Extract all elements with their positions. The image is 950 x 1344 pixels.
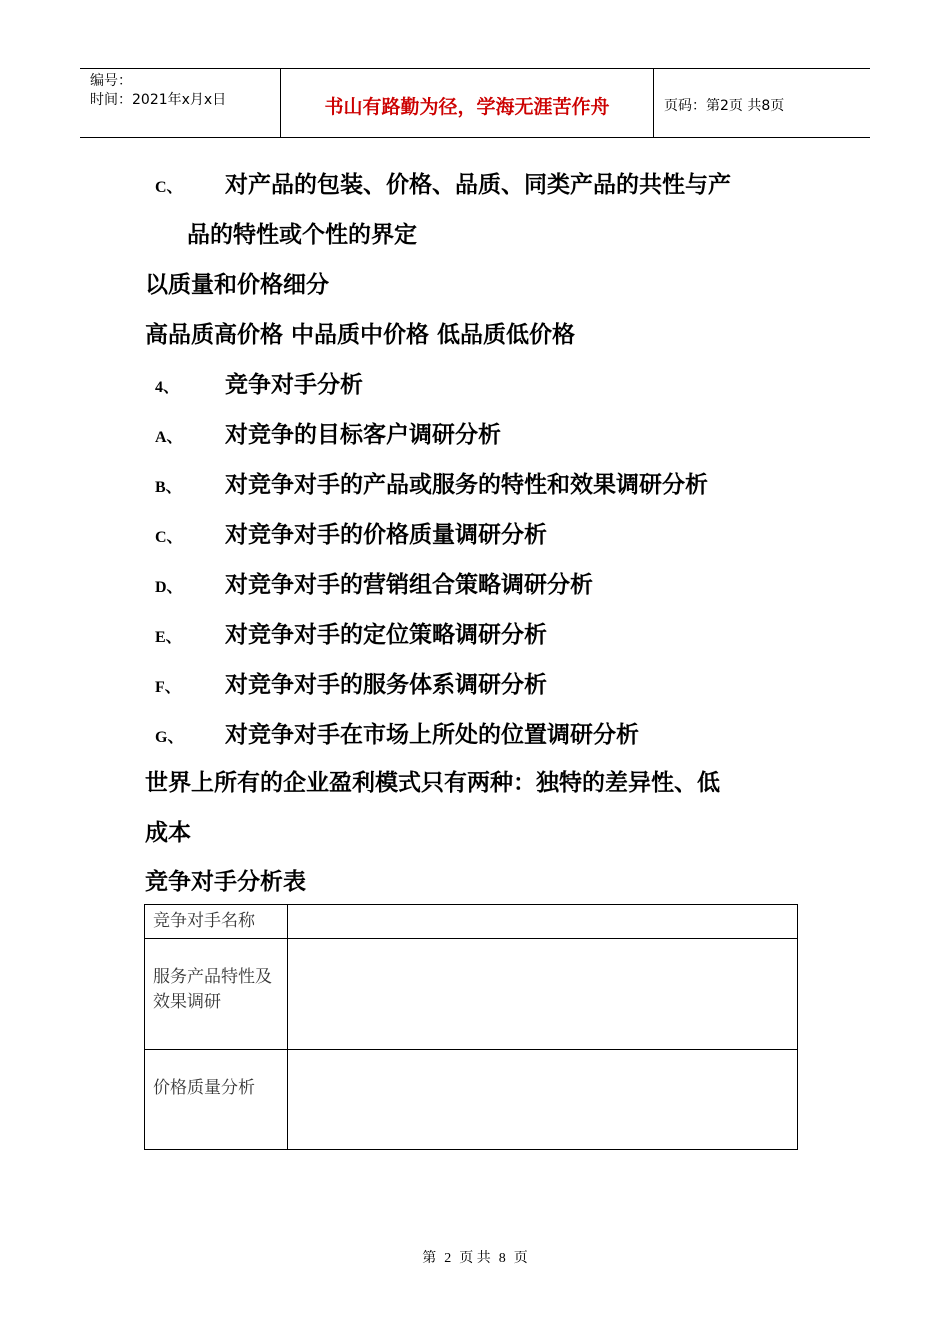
item-text: 对竞争的目标客户调研分析 <box>225 422 501 448</box>
page-footer <box>0 1247 950 1267</box>
paragraph <box>145 768 720 798</box>
list-item <box>155 570 593 603</box>
footer-current-page: 2 <box>444 1251 452 1266</box>
header-page-cell <box>654 69 870 137</box>
item-marker: D、 <box>155 579 183 596</box>
item-marker: F、 <box>155 679 181 696</box>
table-cell-label: 服务产品特性及效果调研 <box>145 939 288 1050</box>
footer-suffix: 页 <box>513 1251 528 1266</box>
header-motto-cell <box>281 69 654 137</box>
list-item <box>155 470 708 503</box>
item-text: 对竞争对手的营销组合策略调研分析 <box>225 572 593 598</box>
list-item <box>155 170 731 203</box>
table-title-text: 竞争对手分析表 <box>145 869 306 895</box>
header-motto: 书山有路勤为径，学海无涯苦作舟 <box>324 96 610 118</box>
item-marker: B、 <box>155 479 182 496</box>
item-marker: 4、 <box>155 379 180 396</box>
item-text: 对竞争对手的产品或服务的特性和效果调研分析 <box>225 472 708 498</box>
item-text: 品的特性或个性的界定 <box>187 222 417 248</box>
item-text: 对竞争对手的定位策略调研分析 <box>225 622 547 648</box>
item-marker: E、 <box>155 629 182 646</box>
footer-middle: 页 共 <box>459 1251 491 1266</box>
header-meta-cell <box>80 69 281 137</box>
item-marker: C、 <box>155 179 183 196</box>
header-page-info: 页码：第2页 共8页 <box>664 98 785 114</box>
competitor-analysis-table <box>144 904 798 1150</box>
paragraph <box>145 818 191 848</box>
list-item <box>155 420 501 453</box>
item-marker: C、 <box>155 529 183 546</box>
serial-label: 编号： <box>90 73 132 89</box>
table-cell-label: 竞争对手名称 <box>145 905 288 939</box>
section-heading <box>155 370 363 403</box>
paragraph-text: 高品质高价格 中品质中价格 低品质低价格 <box>145 322 576 348</box>
paragraph <box>145 320 575 350</box>
item-text: 对竞争对手的价格质量调研分析 <box>225 522 547 548</box>
item-marker: A、 <box>155 429 183 446</box>
paragraph <box>145 270 329 300</box>
table-cell-value[interactable] <box>288 905 798 939</box>
paragraph-text: 成本 <box>145 820 191 846</box>
table-cell-value[interactable] <box>288 939 798 1050</box>
date-line: 时间：2021年x月x日 <box>90 92 227 108</box>
item-text: 对竞争对手的服务体系调研分析 <box>225 672 547 698</box>
list-item <box>155 670 547 703</box>
item-text: 竞争对手分析 <box>225 372 363 398</box>
table-row <box>145 1050 798 1150</box>
footer-prefix: 第 <box>422 1251 437 1266</box>
list-item <box>155 520 547 553</box>
item-text: 对产品的包装、价格、品质、同类产品的共性与产 <box>225 172 731 198</box>
table-cell-label: 价格质量分析 <box>145 1050 288 1150</box>
item-marker: G、 <box>155 729 184 746</box>
item-text: 对竞争对手在市场上所处的位置调研分析 <box>225 722 639 748</box>
list-item-continuation <box>187 220 417 250</box>
list-item <box>155 720 639 753</box>
list-item <box>155 620 547 653</box>
page-header <box>80 68 870 138</box>
footer-total-pages: 8 <box>498 1251 506 1266</box>
table-row <box>145 905 798 939</box>
table-row <box>145 939 798 1050</box>
paragraph-text: 世界上所有的企业盈利模式只有两种：独特的差异性、低 <box>145 770 720 796</box>
table-cell-value[interactable] <box>288 1050 798 1150</box>
table-title <box>145 867 306 897</box>
paragraph-text: 以质量和价格细分 <box>145 272 329 298</box>
